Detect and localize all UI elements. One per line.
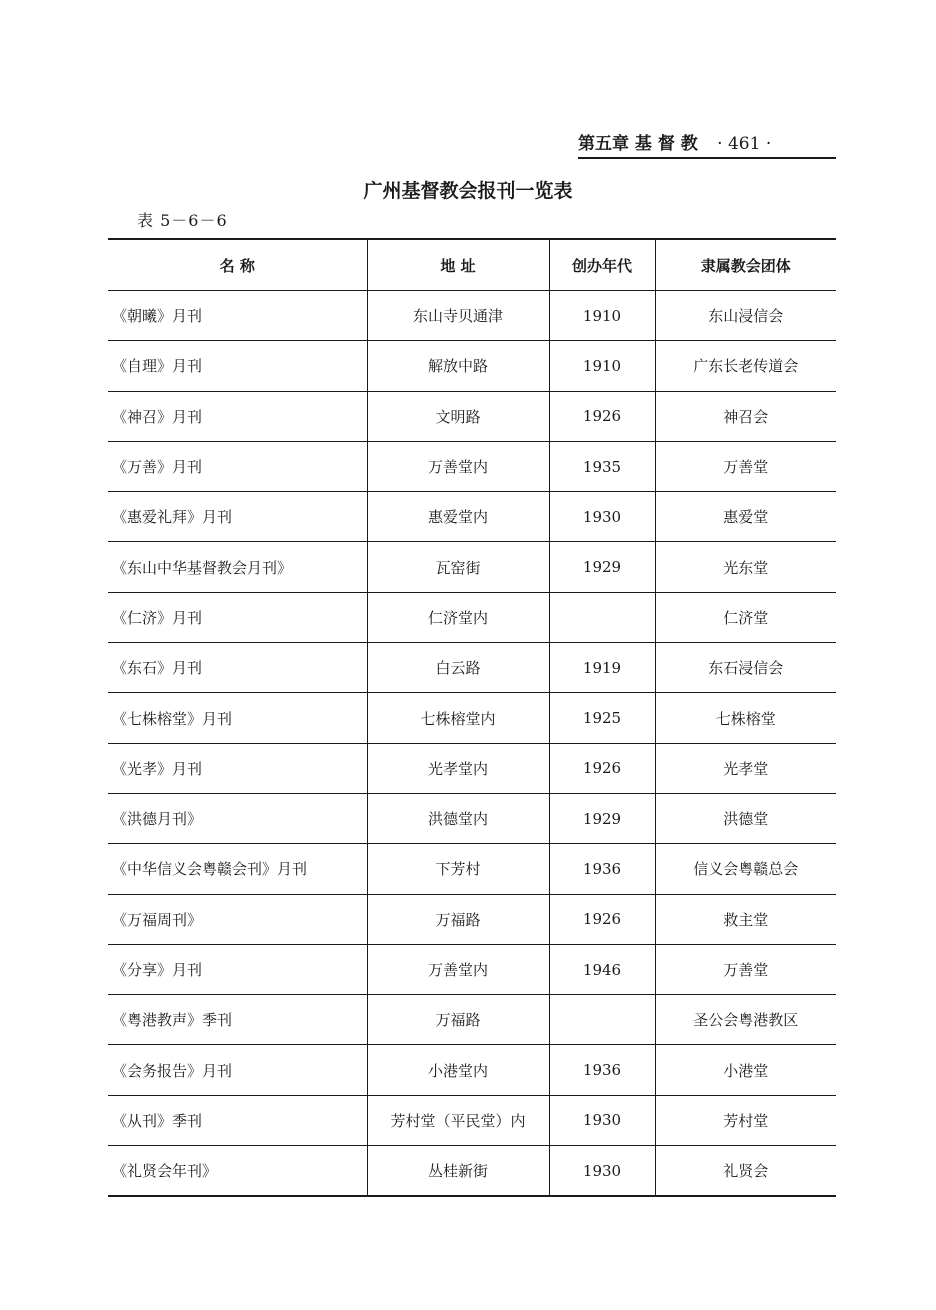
address-cell: 下芳村 [367,844,549,894]
table-row [108,894,836,944]
affiliated-organization-cell: 万善堂 [655,944,836,994]
table-row [108,693,836,743]
periodical-name-cell: 《东山中华基督教会月刊》 [108,542,367,592]
column-header-name: 名 称 [108,239,367,291]
address-cell: 万福路 [367,995,549,1045]
periodical-name-cell: 《仁济》月刊 [108,592,367,642]
table-row [108,441,836,491]
affiliated-organization-cell: 光东堂 [655,542,836,592]
table-number-label: 表 5－6－6 [137,211,228,230]
column-header-address: 地 址 [367,239,549,291]
address-cell: 洪德堂内 [367,793,549,843]
column-header-organization: 隶属教会团体 [655,239,836,291]
table-row [108,592,836,642]
periodical-name-cell: 《洪德月刊》 [108,793,367,843]
periodical-name-cell: 《七株榕堂》月刊 [108,693,367,743]
founding-year-cell: 1936 [549,1045,655,1095]
founding-year-cell: 1929 [549,542,655,592]
periodical-name-cell: 《东石》月刊 [108,643,367,693]
table-row [108,995,836,1045]
table-row [108,542,836,592]
founding-year-cell: 1936 [549,844,655,894]
affiliated-organization-cell: 神召会 [655,391,836,441]
address-cell: 七株榕堂内 [367,693,549,743]
founding-year-cell: 1910 [549,291,655,341]
table-row [108,743,836,793]
table-body [108,291,836,1197]
running-head [578,131,836,157]
affiliated-organization-cell: 仁济堂 [655,592,836,642]
periodical-name-cell: 《万福周刊》 [108,894,367,944]
chapter-heading: 第五章 基 督 教 [578,134,698,154]
periodical-name-cell: 《万善》月刊 [108,441,367,491]
affiliated-organization-cell: 洪德堂 [655,793,836,843]
address-cell: 仁济堂内 [367,592,549,642]
affiliated-organization-cell: 礼贤会 [655,1146,836,1197]
document-title: 广州基督教会报刊一览表 [363,180,573,202]
address-cell: 小港堂内 [367,1045,549,1095]
table-row [108,1095,836,1145]
periodical-name-cell: 《神召》月刊 [108,391,367,441]
founding-year-cell: 1935 [549,441,655,491]
address-cell: 万善堂内 [367,944,549,994]
periodical-name-cell: 《自理》月刊 [108,341,367,391]
table-row [108,944,836,994]
address-cell: 万善堂内 [367,441,549,491]
founding-year-cell [549,995,655,1045]
periodicals-table [108,238,836,1197]
affiliated-organization-cell: 芳村堂 [655,1095,836,1145]
table-row [108,341,836,391]
affiliated-organization-cell: 七株榕堂 [655,693,836,743]
header-rule [578,157,836,159]
affiliated-organization-cell: 小港堂 [655,1045,836,1095]
affiliated-organization-cell: 信义会粤赣总会 [655,844,836,894]
address-cell: 万福路 [367,894,549,944]
periodical-name-cell: 《从刊》季刊 [108,1095,367,1145]
table-row [108,391,836,441]
address-cell: 东山寺贝通津 [367,291,549,341]
affiliated-organization-cell: 救主堂 [655,894,836,944]
address-cell: 文明路 [367,391,549,441]
address-cell: 惠爱堂内 [367,492,549,542]
periodical-name-cell: 《分享》月刊 [108,944,367,994]
periodical-name-cell: 《朝曦》月刊 [108,291,367,341]
periodical-name-cell: 《会务报告》月刊 [108,1045,367,1095]
address-cell: 解放中路 [367,341,549,391]
table-row [108,291,836,341]
founding-year-cell: 1910 [549,341,655,391]
address-cell: 瓦窑街 [367,542,549,592]
founding-year-cell: 1926 [549,743,655,793]
periodical-name-cell: 《礼贤会年刊》 [108,1146,367,1197]
table-row [108,844,836,894]
table-row [108,793,836,843]
table-row [108,1045,836,1095]
founding-year-cell: 1929 [549,793,655,843]
affiliated-organization-cell: 惠爱堂 [655,492,836,542]
affiliated-organization-cell: 光孝堂 [655,743,836,793]
founding-year-cell: 1930 [549,1095,655,1145]
address-cell: 丛桂新街 [367,1146,549,1197]
table-row [108,643,836,693]
address-cell: 芳村堂（平民堂）内 [367,1095,549,1145]
founding-year-cell: 1925 [549,693,655,743]
table-row [108,492,836,542]
periodical-name-cell: 《中华信义会粤赣会刊》月刊 [108,844,367,894]
affiliated-organization-cell: 广东长老传道会 [655,341,836,391]
address-cell: 光孝堂内 [367,743,549,793]
founding-year-cell: 1926 [549,391,655,441]
founding-year-cell: 1930 [549,492,655,542]
founding-year-cell: 1930 [549,1146,655,1197]
founding-year-cell: 1946 [549,944,655,994]
founding-year-cell [549,592,655,642]
founding-year-cell: 1926 [549,894,655,944]
periodical-name-cell: 《惠爱礼拜》月刊 [108,492,367,542]
periodical-name-cell: 《粤港教声》季刊 [108,995,367,1045]
periodical-name-cell: 《光孝》月刊 [108,743,367,793]
affiliated-organization-cell: 圣公会粤港教区 [655,995,836,1045]
page-number: · 461 · [717,134,772,154]
founding-year-cell: 1919 [549,643,655,693]
column-header-year: 创办年代 [549,239,655,291]
table-header-row [108,239,836,291]
affiliated-organization-cell: 万善堂 [655,441,836,491]
table-row [108,1146,836,1197]
affiliated-organization-cell: 东山浸信会 [655,291,836,341]
affiliated-organization-cell: 东石浸信会 [655,643,836,693]
address-cell: 白云路 [367,643,549,693]
